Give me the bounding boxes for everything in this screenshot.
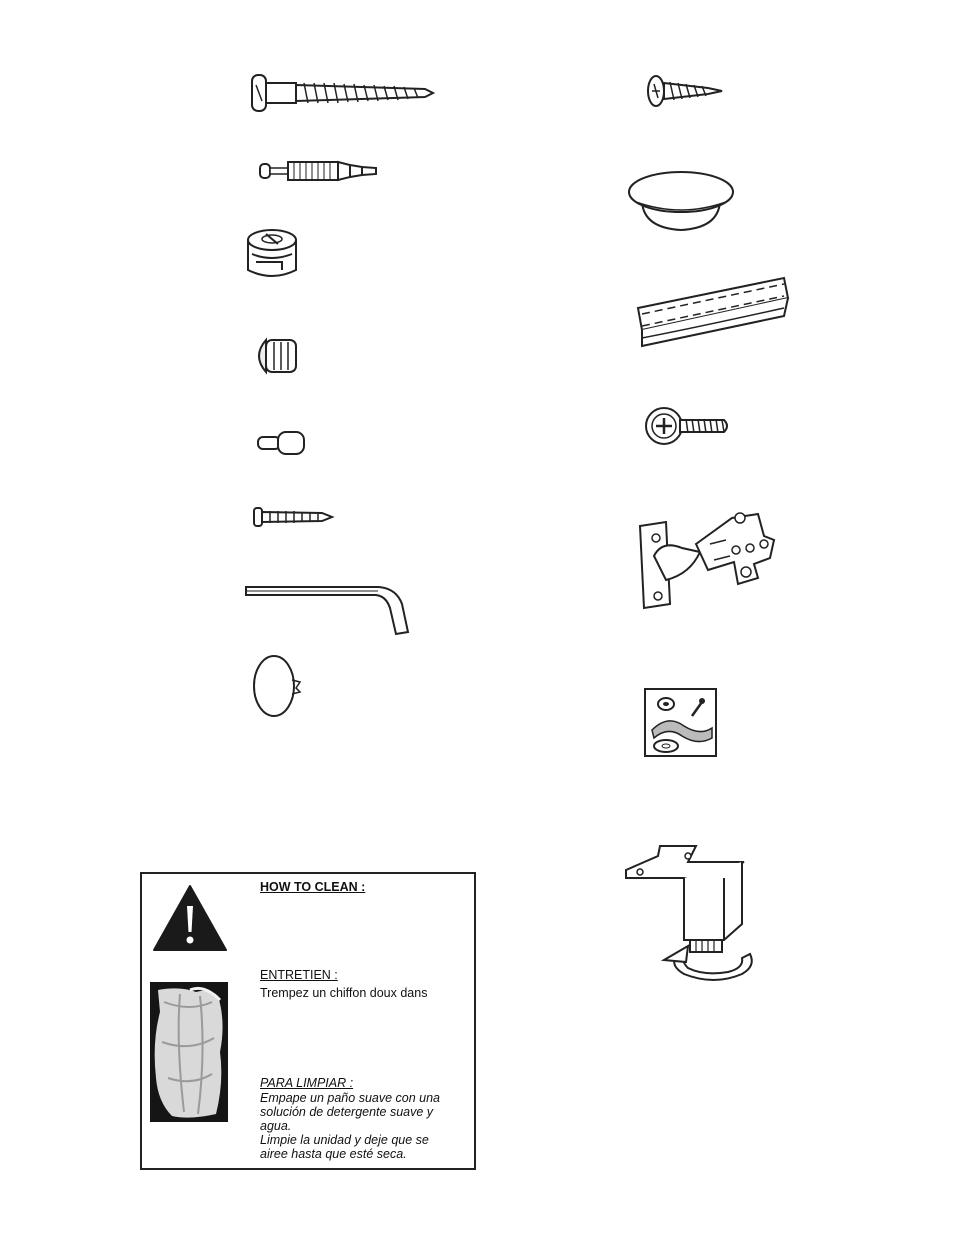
cleaning-instructions-box [140,872,476,1170]
es-text-line-1: Empape un paño suave con una solución de detergente suave y agua. [260,1091,440,1133]
round-cap-icon [626,168,736,236]
en-heading: HOW TO CLEAN : [260,880,366,894]
cloth-photo-icon [150,982,228,1122]
short-screw-icon [646,74,724,108]
cabinet-hinge-icon [636,500,778,612]
cam-lock-icon [242,226,302,282]
cam-bolt-icon [250,73,435,113]
rail-strip-icon [634,274,790,350]
adjustable-leg-icon [624,842,760,988]
es-heading: PARA LIMPIAR : [260,1076,354,1090]
wall-strap-kit-icon [644,688,718,758]
plastic-anchor-icon [252,336,300,376]
dowel-connector-icon [258,158,380,184]
machine-bolt-icon [644,402,732,450]
long-screw-icon [252,506,334,528]
fr-text: Trempez un chiffon doux dans [260,986,428,1000]
warning-triangle-icon [152,884,228,959]
es-text [260,1091,460,1161]
es-text-line-2: Limpie la unidad y deje que se airee hasta que esté seca. [260,1133,429,1161]
fr-heading: ENTRETIEN : [260,968,338,982]
shelf-pin-icon [256,430,308,456]
allen-key-icon [244,582,412,642]
cover-cap-icon [252,654,304,718]
